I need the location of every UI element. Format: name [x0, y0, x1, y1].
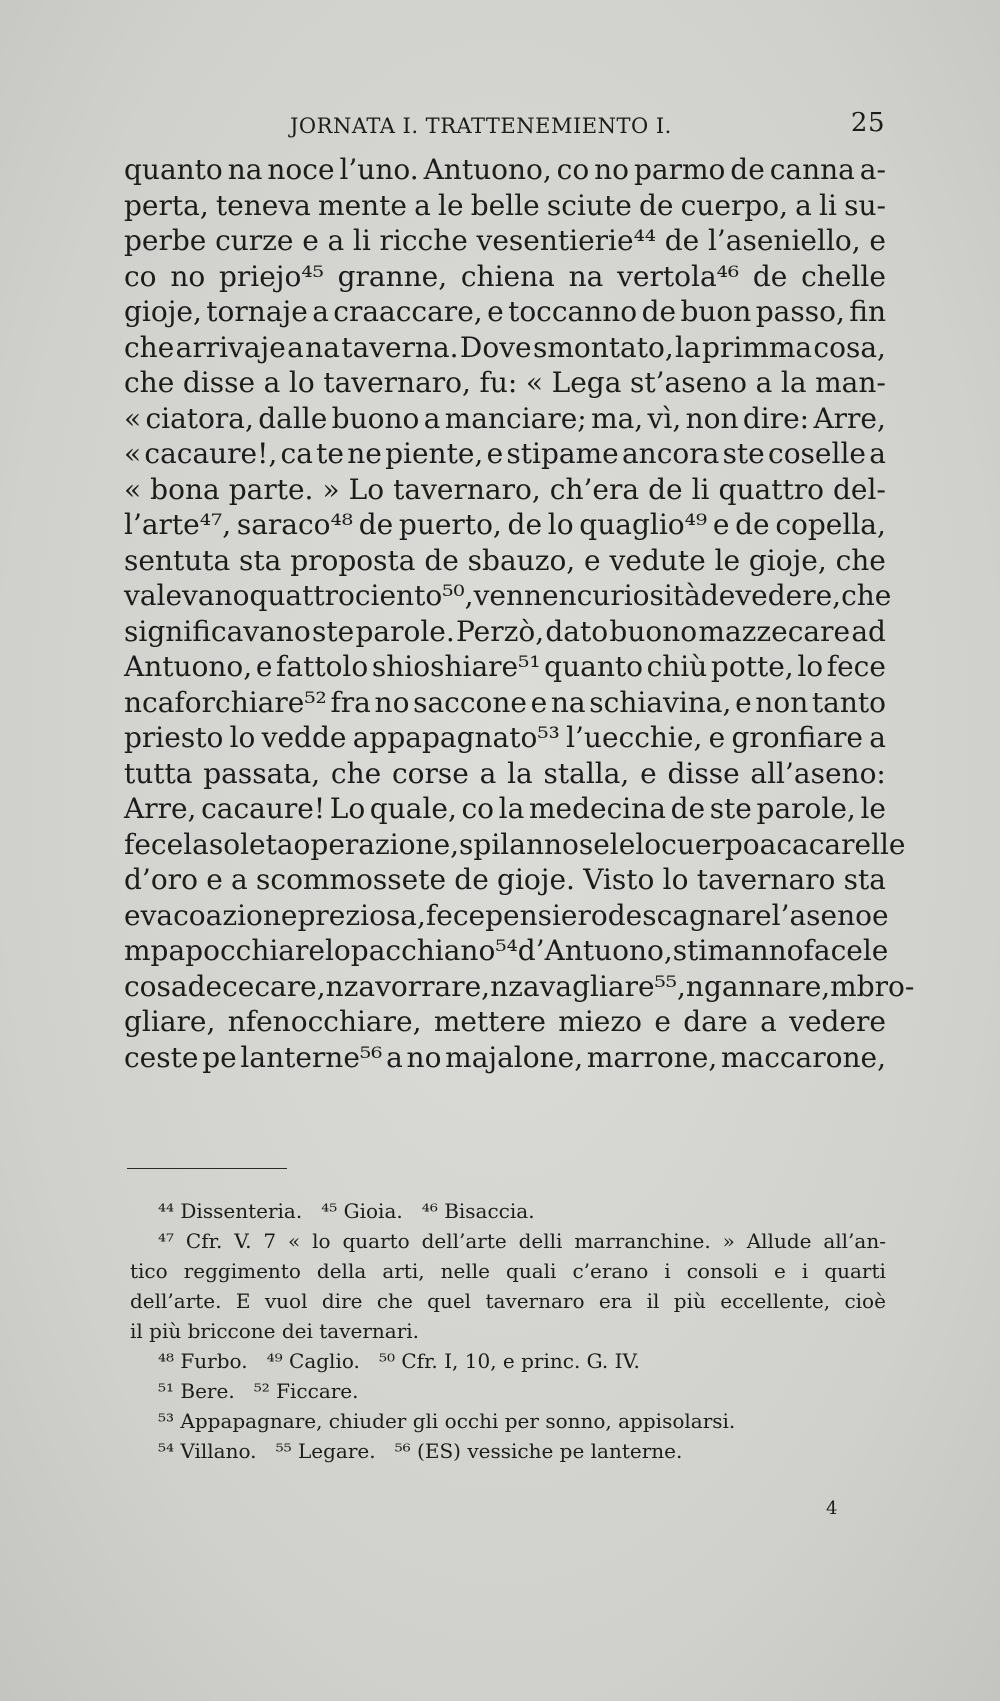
text-line: « cacaure!, ca te ne piente, e stipame ancora ste coselle a	[124, 437, 886, 470]
text-line: priesto lo vedde appapagnato⁵³ l’uecchie, e gronfiare a	[124, 721, 886, 754]
text-line: evacoazione preziosa, fece pensiero de scagnare l’aseno e	[124, 898, 889, 932]
text-line: d’oro e a scommossete de gioje. Visto lo tavernaro sta	[124, 863, 886, 896]
text-line: ncaforchiare⁵² fra no saccone e na schiavina, e non tanto	[124, 685, 886, 719]
text-line: fece la soleta operazione, spilannosele lo cuerpo a cacarelle	[124, 827, 906, 861]
text-line: valevano quattrociento⁵⁰, venne ncuriosità de vedere, che	[124, 579, 892, 612]
text-line: Antuono, e fattolo shioshiare⁵¹ quanto chiù potte, lo fece	[124, 650, 886, 683]
footnotes	[130, 1196, 886, 1466]
text-line: perbe curze e a li ricche vesentierie⁴⁴ de l’aseniello, e	[124, 224, 886, 257]
text-line: Arre, cacaure! Lo quale, co la medecina de ste parole, le	[124, 792, 886, 825]
text-line: significavano ste parole. Perzò, dato buono mazzecare ad	[124, 614, 886, 648]
text-line: « ciatora, dalle buono a manciare; ma, vì, non dire: Arre,	[124, 401, 886, 435]
footnote-line: il più briccone dei tavernari.	[130, 1319, 420, 1343]
text-line: sentuta sta proposta de sbauzo, e vedute le gioje, che	[124, 543, 886, 577]
text-line: tutta passata, che corse a la stalla, e disse all’aseno:	[124, 756, 886, 790]
text-line: cosa de cecare, nzavorrare, nzavagliare⁵⁵, ngannare, mbro-	[124, 969, 915, 1003]
text-line: che disse a lo tavernaro, fu: « Lega st’aseno a la man-	[124, 366, 886, 399]
page-header	[125, 108, 885, 148]
footnote-line: ⁴⁴ Dissenteria. ⁴⁵ Gioia. ⁴⁶ Bisaccia.	[158, 1199, 535, 1223]
running-head: JORNATA I. TRATTENEMIENTO I.	[290, 114, 672, 138]
text-line: « bona parte. » Lo tavernaro, ch’era de li quattro del-	[124, 472, 886, 506]
text-line: perta, teneva mente a le belle sciute de cuerpo, a li su-	[124, 188, 886, 222]
text-line: gioje, tornaje a craaccare, e toccanno de buon passo, fin	[124, 295, 886, 328]
text-line: quanto na noce l’uno. Antuono, co no parmo de canna a-	[124, 153, 886, 186]
footnote-line: ⁵³ Appapagnare, chiuder gli occhi per sonno, appisolarsi.	[158, 1409, 736, 1433]
footnote-line: ⁴⁸ Furbo. ⁴⁹ Caglio. ⁵⁰ Cfr. I, 10, e princ. G. IV.	[158, 1349, 640, 1373]
text-line: ceste pe lanterne⁵⁶ a no majalone, marrone, maccarone,	[124, 1040, 886, 1074]
text-line: gliare, nfenocchiare, mettere miezo e dare a vedere	[124, 1005, 886, 1038]
text-line: co no priejo⁴⁵ granne, chiena na vertola⁴⁶ de chelle	[124, 259, 886, 293]
footnote-line: ⁴⁷ Cfr. V. 7 « lo quarto dell’arte delli marranchine. » Allude all’an-	[158, 1229, 886, 1253]
text-line: che arrivaje a na taverna. Dove smontato, la primma cosa,	[124, 330, 886, 364]
footnote-line: ⁵¹ Bere. ⁵² Ficcare.	[158, 1379, 359, 1403]
page-number: 25	[850, 108, 885, 138]
text-line: l’arte⁴⁷, saraco⁴⁸ de puerto, de lo quaglio⁴⁹ e de copella,	[124, 508, 886, 541]
footnote-line: tico reggimento della arti, nelle quali c’erano i consoli e i quarti	[130, 1259, 886, 1283]
main-text	[124, 152, 915, 1075]
footnote-rule	[127, 1168, 287, 1169]
signature-mark: 4	[826, 1498, 838, 1519]
footnote-line: ⁵⁴ Villano. ⁵⁵ Legare. ⁵⁶ (ES) vessiche pe lanterne.	[158, 1439, 683, 1463]
text-line: mpapocchiare lo pacchiano⁵⁴ d’Antuono, stimanno facele	[124, 934, 889, 967]
footnote-line: dell’arte. E vuol dire che quel tavernaro era il più eccellente, cioè	[130, 1289, 886, 1313]
